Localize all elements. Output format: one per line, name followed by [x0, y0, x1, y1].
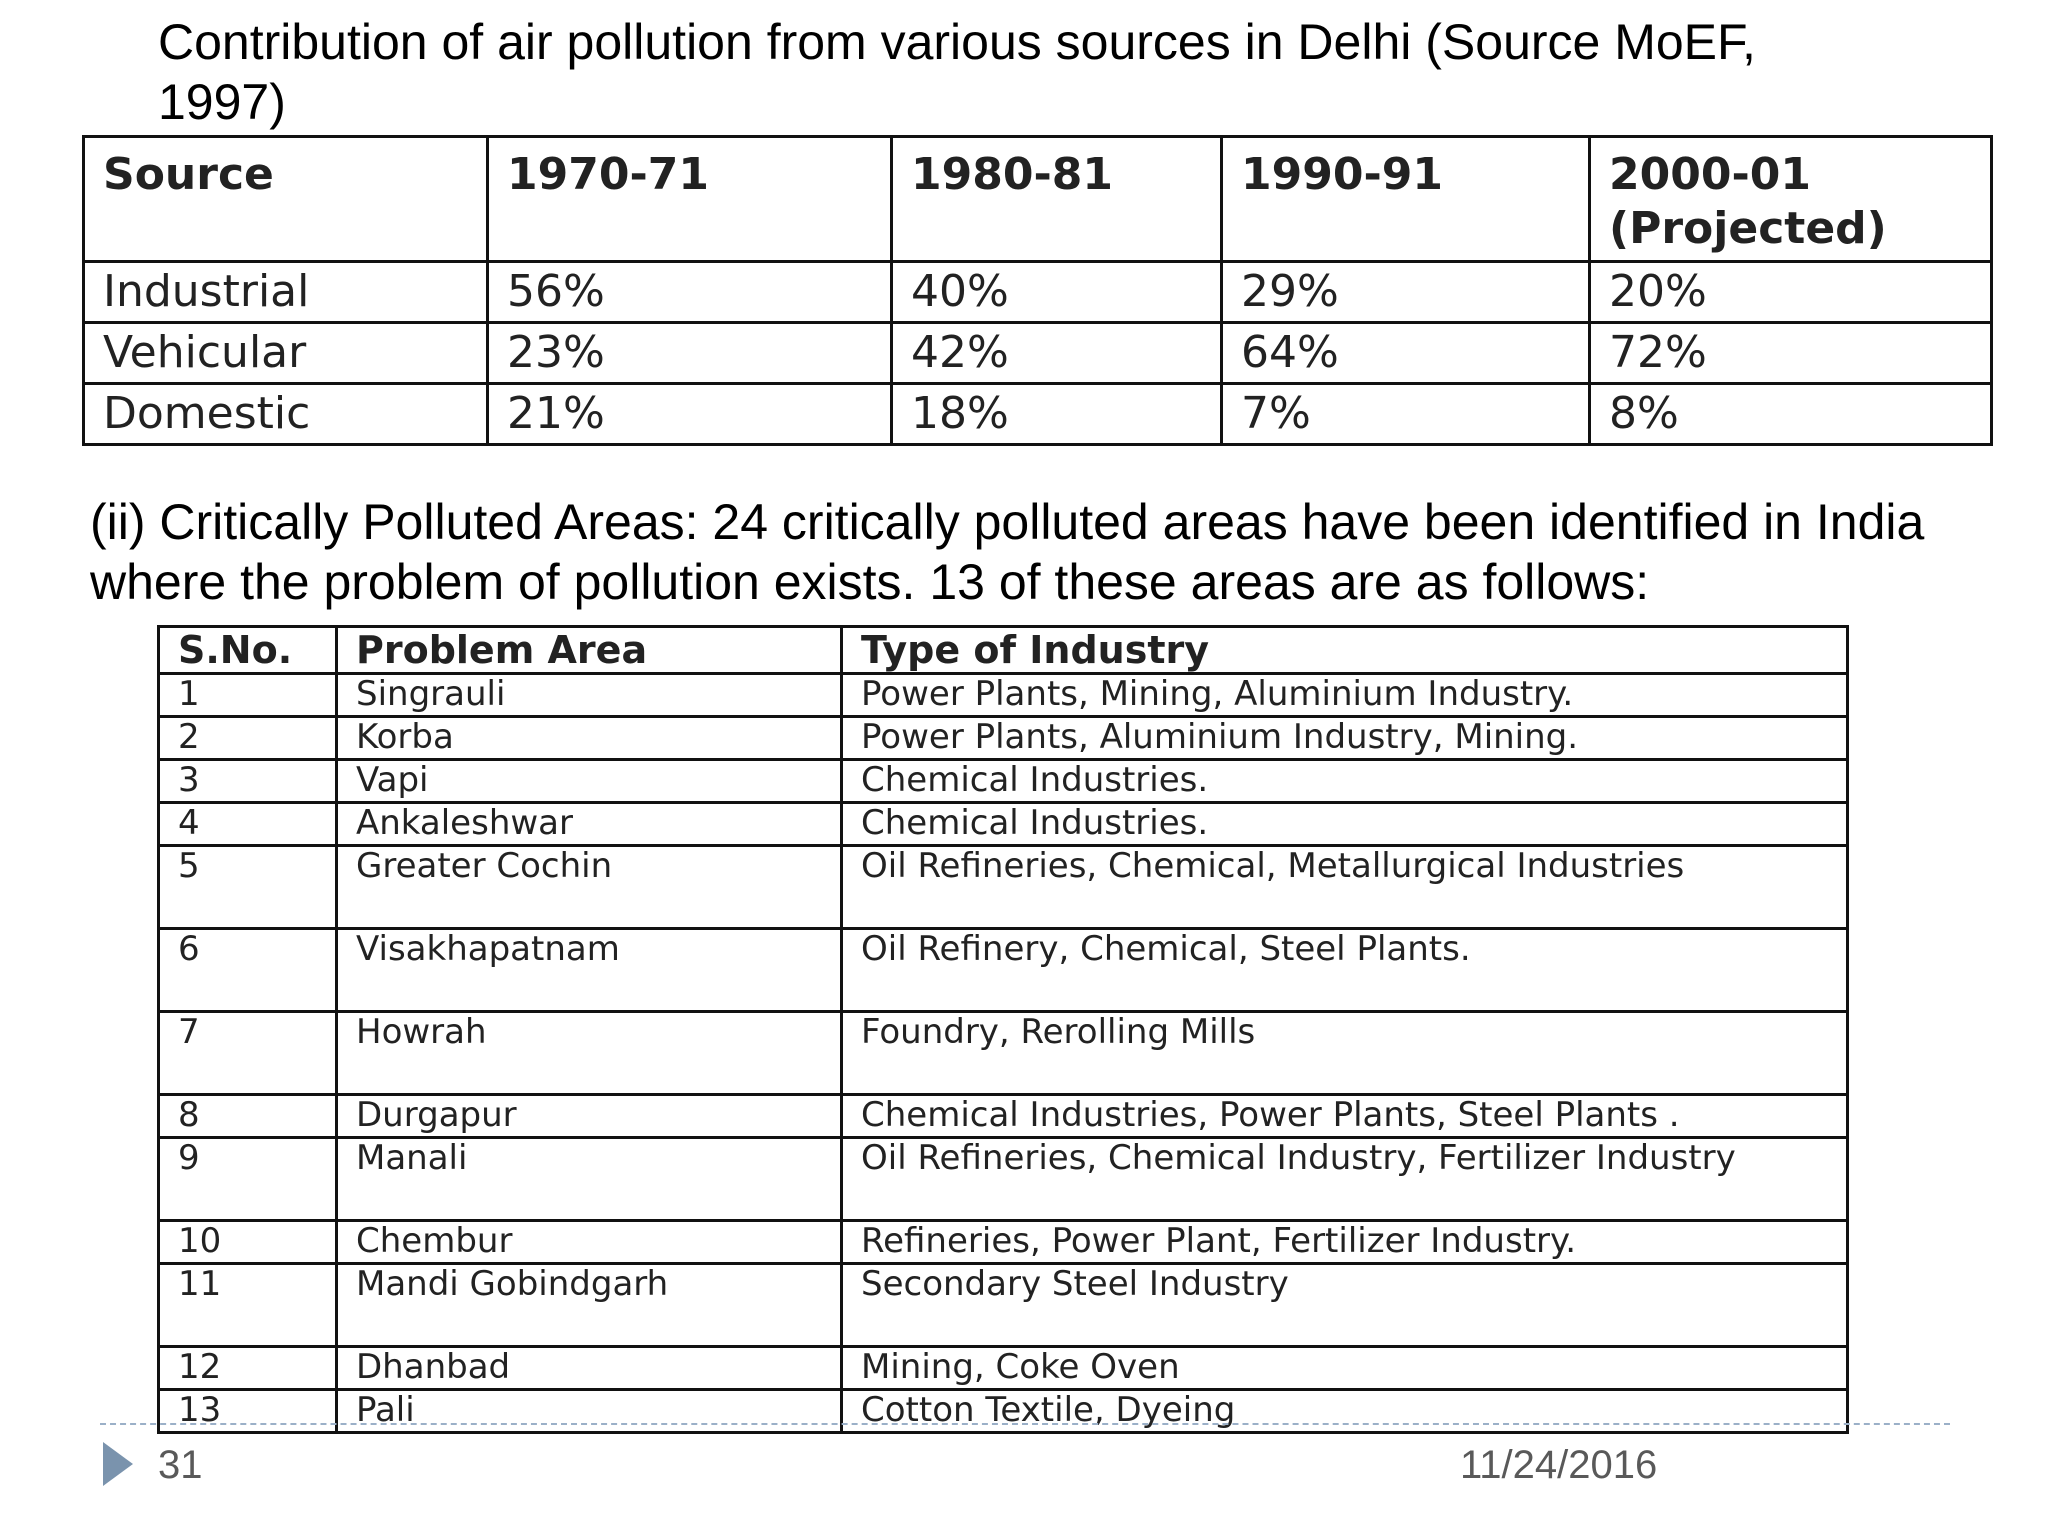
- table-row: [159, 1221, 1848, 1264]
- pollution-sources-table: [82, 135, 1993, 446]
- industry-type-cell: Mining, Coke Oven: [842, 1347, 1848, 1390]
- industry-type-cell: Chemical Industries.: [842, 803, 1848, 846]
- industry-type-cell: Power Plants, Aluminium Industry, Mining.: [842, 717, 1848, 760]
- serial-number-cell: 5: [159, 846, 337, 929]
- table-row: [84, 384, 1992, 445]
- serial-number-cell: 3: [159, 760, 337, 803]
- problem-area-cell: Mandi Gobindgarh: [337, 1264, 842, 1347]
- serial-number-cell: 2: [159, 717, 337, 760]
- industry-type-cell: Refineries, Power Plant, Fertilizer Industry.: [842, 1221, 1848, 1264]
- serial-number-cell: 13: [159, 1390, 337, 1433]
- industry-type-cell: Secondary Steel Industry: [842, 1264, 1848, 1347]
- problem-area-cell: Visakhapatnam: [337, 929, 842, 1012]
- critically-polluted-areas-intro: (ii) Critically Polluted Areas: 24 critically polluted areas have been identified in India where the problem of pollution exists. 13 of these areas are as follows:: [90, 494, 1925, 610]
- table-row: [159, 1012, 1848, 1095]
- column-header: 2000-01 (Projected): [1590, 137, 1992, 262]
- percentage-cell: 8%: [1590, 384, 1992, 445]
- percentage-cell: 64%: [1222, 323, 1590, 384]
- table-row: [84, 262, 1992, 323]
- table-row: [84, 323, 1992, 384]
- industry-type-cell: Chemical Industries.: [842, 760, 1848, 803]
- serial-number-cell: 6: [159, 929, 337, 1012]
- serial-number-cell: 12: [159, 1347, 337, 1390]
- percentage-cell: 21%: [488, 384, 892, 445]
- slide-number: 31: [158, 1443, 203, 1487]
- column-header: S.No.: [159, 627, 337, 674]
- critically-polluted-areas-table: [157, 625, 1849, 1434]
- serial-number-cell: 8: [159, 1095, 337, 1138]
- column-header: 1980-81: [892, 137, 1222, 262]
- serial-number-cell: 10: [159, 1221, 337, 1264]
- problem-area-cell: Ankaleshwar: [337, 803, 842, 846]
- percentage-cell: 18%: [892, 384, 1222, 445]
- serial-number-cell: 11: [159, 1264, 337, 1347]
- source-cell: Industrial: [84, 262, 488, 323]
- problem-area-cell: Howrah: [337, 1012, 842, 1095]
- problem-area-cell: Durgapur: [337, 1095, 842, 1138]
- table-row: [159, 846, 1848, 929]
- column-header: 1990-91: [1222, 137, 1590, 262]
- percentage-cell: 42%: [892, 323, 1222, 384]
- column-header: Problem Area: [337, 627, 842, 674]
- percentage-cell: 72%: [1590, 323, 1992, 384]
- percentage-cell: 40%: [892, 262, 1222, 323]
- percentage-cell: 7%: [1222, 384, 1590, 445]
- industry-type-cell: Oil Refineries, Chemical, Metallurgical Industries: [842, 846, 1848, 929]
- source-cell: Vehicular: [84, 323, 488, 384]
- serial-number-cell: 1: [159, 674, 337, 717]
- problem-area-cell: Greater Cochin: [337, 846, 842, 929]
- column-header: 1970-71: [488, 137, 892, 262]
- percentage-cell: 56%: [488, 262, 892, 323]
- column-header: Type of Industry: [842, 627, 1848, 674]
- table-header-row: [159, 627, 1848, 674]
- table-row: [159, 1138, 1848, 1221]
- table-row: [159, 760, 1848, 803]
- problem-area-cell: Korba: [337, 717, 842, 760]
- table-row: [159, 1347, 1848, 1390]
- industry-type-cell: Chemical Industries, Power Plants, Steel Plants .: [842, 1095, 1848, 1138]
- problem-area-cell: Manali: [337, 1138, 842, 1221]
- table-row: [159, 1095, 1848, 1138]
- industry-type-cell: Power Plants, Mining, Aluminium Industry.: [842, 674, 1848, 717]
- table-row: [159, 803, 1848, 846]
- source-cell: Domestic: [84, 384, 488, 445]
- serial-number-cell: 9: [159, 1138, 337, 1221]
- problem-area-cell: Dhanbad: [337, 1347, 842, 1390]
- percentage-cell: 29%: [1222, 262, 1590, 323]
- percentage-cell: 20%: [1590, 262, 1992, 323]
- column-header: Source: [84, 137, 488, 262]
- table-row: [159, 674, 1848, 717]
- serial-number-cell: 7: [159, 1012, 337, 1095]
- industry-type-cell: Cotton Textile, Dyeing: [842, 1390, 1848, 1433]
- problem-area-cell: Vapi: [337, 760, 842, 803]
- table-row: [159, 1390, 1848, 1433]
- table-row: [159, 1264, 1848, 1347]
- percentage-cell: 23%: [488, 323, 892, 384]
- serial-number-cell: 4: [159, 803, 337, 846]
- triangle-bullet-icon: [103, 1442, 133, 1486]
- table-row: [159, 717, 1848, 760]
- industry-type-cell: Oil Refinery, Chemical, Steel Plants.: [842, 929, 1848, 1012]
- table-header-row: [84, 137, 1992, 262]
- footer-divider: [100, 1423, 1950, 1425]
- slide-title: Contribution of air pollution from various sources in Delhi (Source MoEF, 1997): [158, 14, 1756, 130]
- problem-area-cell: Singrauli: [337, 674, 842, 717]
- table-row: [159, 929, 1848, 1012]
- problem-area-cell: Pali: [337, 1390, 842, 1433]
- industry-type-cell: Foundry, Rerolling Mills: [842, 1012, 1848, 1095]
- problem-area-cell: Chembur: [337, 1221, 842, 1264]
- slide-date: 11/24/2016: [1460, 1443, 1658, 1487]
- industry-type-cell: Oil Refineries, Chemical Industry, Fertilizer Industry: [842, 1138, 1848, 1221]
